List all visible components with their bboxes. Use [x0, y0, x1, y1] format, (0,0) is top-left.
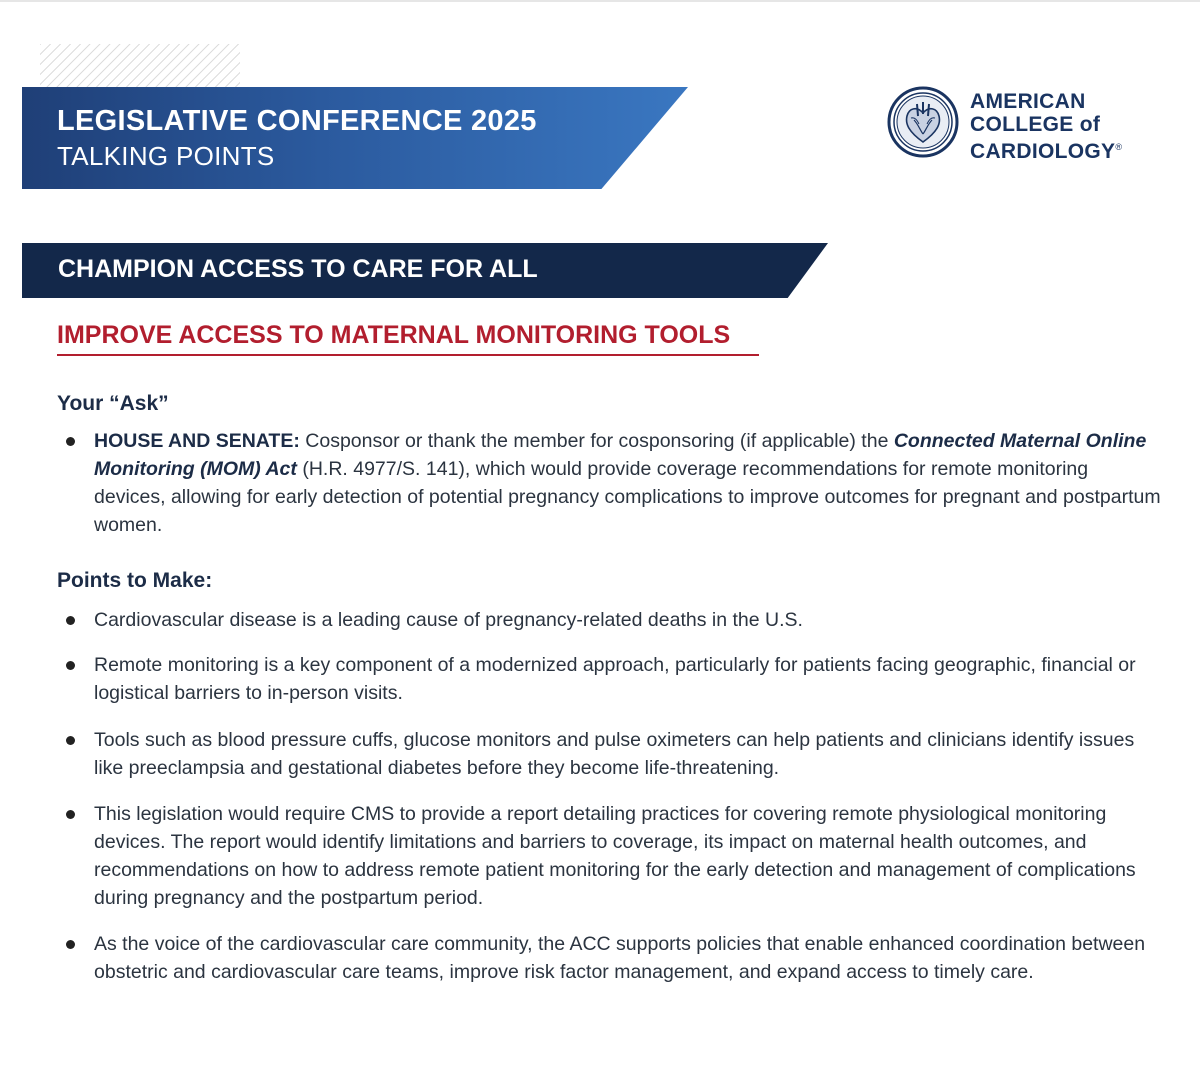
point-item: As the voice of the cardiovascular care community, the ACC supports policies that enable enhanced coordination between obstetric and cardiovascular care teams, improve risk factor management, and expand access to timely care.: [94, 933, 1146, 983]
subsection-underline: [57, 354, 759, 356]
bullet-dot: [66, 616, 75, 625]
banner-subtitle: TALKING POINTS: [57, 141, 275, 171]
ask-text-1: Cosponsor or thank the member for cosponsoring (if applicable) the: [299, 430, 894, 452]
logo-line-2: COLLEGE of: [970, 113, 1101, 136]
logo-line-3: [970, 136, 1170, 163]
bullet-dot: [66, 437, 75, 446]
acc-logo-text: [970, 90, 1170, 163]
banner-title: LEGISLATIVE CONFERENCE 2025: [57, 105, 537, 137]
points-heading: Points to Make:: [57, 569, 213, 592]
logo-line-1: AMERICAN: [970, 90, 1086, 113]
point-item: This legislation would require CMS to provide a report detailing practices for covering remote physiological monitoring devices. The report would identify limitations and barriers to coverage, its impact on maternal health outcomes, and recommendations on how to address remote patient monitoring for the early detection and management of complications during pregnancy and the postpartum period.: [94, 803, 1136, 909]
decorative-hatch: [40, 44, 240, 88]
subsection-title: IMPROVE ACCESS TO MATERNAL MONITORING TOOLS: [57, 321, 731, 349]
ask-heading: Your “Ask”: [57, 392, 169, 415]
bullet-dot: [66, 736, 75, 745]
top-divider: [0, 0, 1200, 2]
bullet-dot: [66, 661, 75, 670]
point-item: Cardiovascular disease is a leading cause of pregnancy-related deaths in the U.S.: [94, 609, 803, 631]
bullet-dot: [66, 810, 75, 819]
registered-mark: ®: [1115, 142, 1123, 152]
bullet-dot: [66, 940, 75, 949]
ask-item: [94, 427, 1164, 539]
act-name: Connected Maternal Online Monitoring (MOM) Act: [94, 430, 1147, 480]
ask-text-2: (H.R. 4977/S. 141), which would provide coverage recommendations for remote monitoring devices, allowing for early detection of potential pregnancy complications to improve outcomes for pregnant and postpartum women.: [94, 458, 1161, 536]
section-title: CHAMPION ACCESS TO CARE FOR ALL: [58, 255, 538, 283]
header-banner: [22, 87, 688, 189]
logo-line-3-text: CARDIOLOGY: [970, 140, 1116, 163]
point-item: Remote monitoring is a key component of a modernized approach, particularly for patients facing geographic, financial or logistical barriers to in-person visits.: [94, 654, 1136, 704]
heart-seal-icon: [887, 86, 959, 158]
point-item: Tools such as blood pressure cuffs, glucose monitors and pulse oximeters can help patients and clinicians identify issues like preeclampsia and gestational diabetes before they become life-threatening.: [94, 729, 1135, 779]
ask-label: HOUSE AND SENATE:: [94, 430, 300, 452]
